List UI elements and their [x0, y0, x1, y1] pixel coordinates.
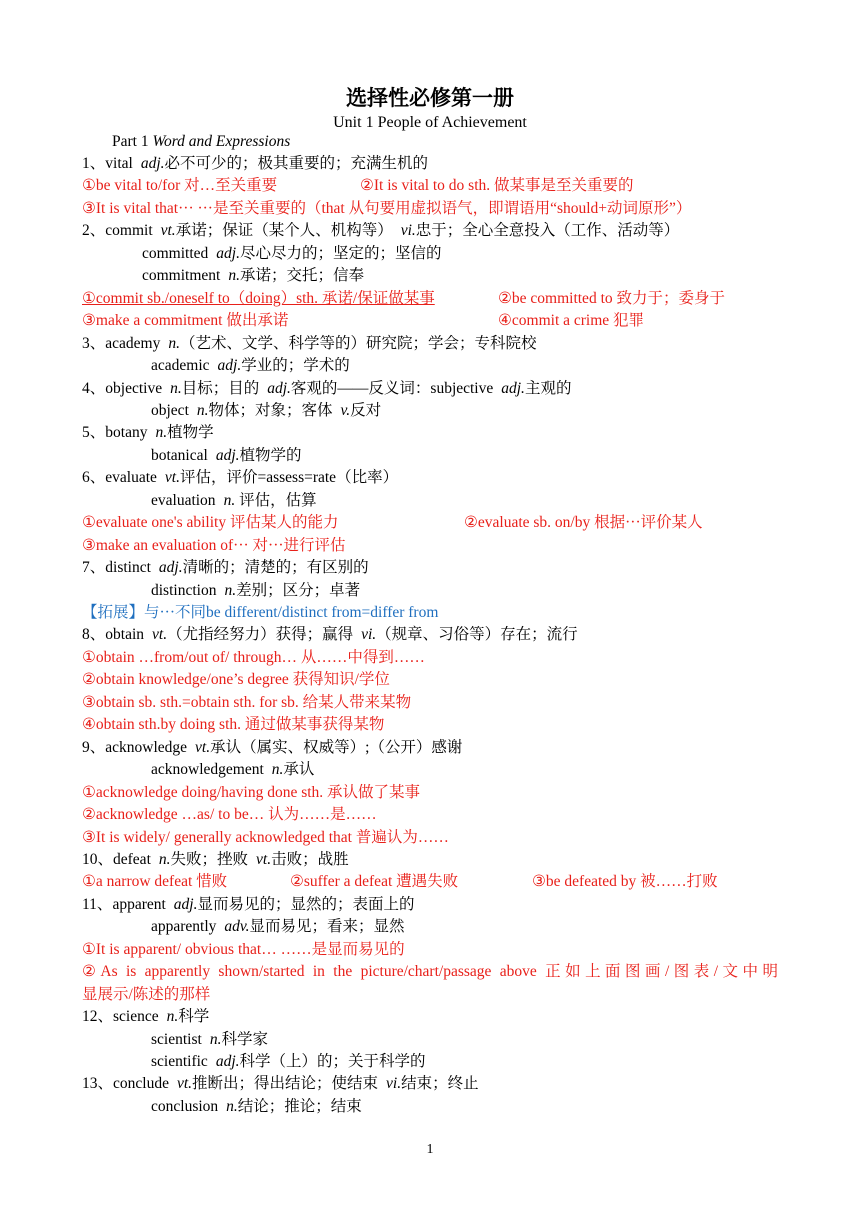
- entry-number: 11、: [82, 895, 113, 913]
- vocab-entry: [82, 1073, 479, 1095]
- phrase-line: [82, 669, 390, 691]
- part-of-speech: v.: [340, 401, 351, 419]
- phrase: ③It is widely/ generally acknowledged that 普遍认为……: [82, 828, 449, 846]
- phrase-line: [82, 782, 420, 804]
- phrase-line: [82, 714, 384, 736]
- entry-word: botanical: [151, 446, 208, 464]
- vocab-entry: [82, 467, 398, 489]
- entry-word: distinction: [151, 581, 217, 599]
- vocab-entry: [82, 557, 369, 579]
- phrase-line: [82, 647, 425, 669]
- definition: 差别；区分；卓著: [236, 581, 361, 599]
- phrase: ③obtain sb. sth.=obtain sth. for sb. 给某人带来某物: [82, 693, 412, 711]
- part-of-speech: vt.: [176, 1075, 193, 1093]
- entry-word: objective: [105, 379, 163, 397]
- entry-word: apparent: [112, 895, 166, 913]
- entry-word: academy: [105, 334, 161, 352]
- phrase-line: [464, 512, 703, 534]
- part-of-speech: adj.: [173, 895, 198, 913]
- definition: 反对: [350, 401, 382, 419]
- part-of-speech: n.: [209, 1030, 222, 1048]
- definition: 结束；终止: [401, 1075, 479, 1093]
- phrase: ②evaluate sb. on/by 根据···评价某人: [464, 514, 703, 532]
- phrase: 【拓展】与···不同be different/distinct from=differ from: [82, 604, 439, 621]
- definition: 推断出；得出结论；使结束: [192, 1075, 379, 1093]
- vocab-entry: [82, 333, 536, 355]
- vocab-entry: [82, 624, 578, 646]
- vocab-derivative: [151, 445, 302, 467]
- phrase-line: [82, 288, 435, 310]
- part-of-speech: n.: [271, 761, 284, 779]
- definition: 学业的；学术的: [241, 357, 350, 375]
- part-of-speech: adj.: [501, 379, 525, 397]
- phrase-line: [498, 310, 644, 332]
- part-of-speech: vi.: [361, 626, 377, 644]
- document-title: 选择性必修第一册: [346, 86, 514, 110]
- vocab-derivative: [142, 243, 442, 265]
- entry-word: committed: [142, 244, 209, 262]
- definition: 承认（属实、权威等）;（公开）感谢: [210, 738, 463, 756]
- definition: 植物学的: [239, 446, 302, 464]
- definition: 结论；推论；结束: [237, 1097, 362, 1115]
- part-of-speech: adj.: [215, 446, 240, 464]
- entry-word: conclusion: [151, 1097, 219, 1115]
- entry-word: scientist: [151, 1030, 202, 1048]
- phrase-line: [82, 871, 227, 893]
- phrase-line: [82, 310, 288, 332]
- part-of-speech: adj.: [217, 357, 242, 375]
- phrase: ③It is vital that··· ···是至关重要的（that 从句要用虚拟语气，即谓语用“should+动词原形”）: [82, 199, 692, 217]
- definition: （艺术、文学、科学等的）研究院；学会；专科院校: [179, 334, 537, 352]
- entry-number: 10、: [82, 850, 114, 868]
- vocab-entry: [82, 153, 428, 175]
- entry-word: object: [151, 401, 189, 419]
- entry-word: commit: [105, 222, 153, 240]
- entry-word: science: [113, 1008, 159, 1026]
- definition: 承诺；交托；信奉: [239, 267, 364, 285]
- extension-note: [82, 602, 438, 624]
- vocab-derivative: [151, 400, 381, 422]
- entry-number: 12、: [82, 1008, 114, 1026]
- phrase: ②It is vital to do sth. 做某事是至关重要的: [360, 177, 634, 195]
- definition: 显而易见；看来；显然: [249, 918, 405, 936]
- vocab-derivative: [151, 1029, 268, 1051]
- vocab-derivative: [151, 580, 360, 602]
- phrase-line: [82, 535, 346, 557]
- phrase: ②obtain knowledge/one’s degree 获得知识/学位: [82, 671, 390, 689]
- part-of-speech: adj.: [158, 559, 183, 577]
- definition: 承认: [283, 761, 315, 779]
- definition: 目标；目的: [181, 379, 260, 397]
- definition: 清晰的；清楚的；有区别的: [182, 559, 369, 577]
- part-of-speech: n.: [158, 850, 171, 868]
- definition: 客观的——反义词：subjective: [290, 379, 494, 397]
- definition: 承诺；保证（某个人、机构等）: [175, 222, 393, 240]
- phrase: ②be committed to 致力于；委身于: [498, 289, 725, 307]
- phrase: ①commit sb./oneself to（doing）sth. 承诺/保证做某事: [82, 289, 435, 307]
- definition: （规章、习俗等）存在；流行: [376, 626, 578, 644]
- phrase-line: [82, 175, 277, 197]
- vocab-entry: [82, 849, 349, 871]
- part-of-speech: vt.: [195, 738, 211, 756]
- entry-number: 7、: [82, 559, 106, 577]
- part-heading: [112, 131, 290, 153]
- entry-number: 6、: [82, 469, 106, 487]
- phrase: ①acknowledge doing/having done sth. 承认做了某事: [82, 783, 421, 801]
- entry-number: 5、: [82, 424, 106, 442]
- part-prefix: Part 1: [112, 133, 153, 150]
- phrase: ③be defeated by 被……打败: [532, 873, 718, 891]
- vocab-derivative: [142, 265, 364, 287]
- vocab-derivative: [151, 490, 317, 512]
- vocab-entry: [82, 1006, 209, 1028]
- phrase-line: [82, 198, 691, 220]
- entry-word: distinct: [105, 559, 151, 577]
- definition: （尤指经努力）获得；赢得: [167, 626, 354, 644]
- definition: 失败；挫败: [170, 850, 249, 868]
- phrase: ①a narrow defeat 惜败: [82, 873, 228, 891]
- entry-word: academic: [151, 357, 210, 375]
- phrase-line: [82, 827, 449, 849]
- phrase: ②suffer a defeat 遭遇失败: [290, 873, 459, 891]
- entry-word: acknowledge: [105, 738, 188, 756]
- definition: 科学家: [221, 1030, 268, 1048]
- vocab-entry: [82, 737, 462, 759]
- phrase-line: [82, 512, 338, 534]
- entry-number: 3、: [82, 334, 106, 352]
- phrase-line: [82, 961, 778, 983]
- part-of-speech: n.: [224, 581, 237, 599]
- phrase: ③make an evaluation of··· 对···进行评估: [82, 536, 346, 554]
- part-of-speech: adj.: [215, 1053, 240, 1070]
- definition: 尽心尽力的；坚定的；坚信的: [239, 244, 442, 262]
- part-of-speech: vt.: [164, 469, 180, 487]
- part-of-speech: n.: [226, 1097, 238, 1115]
- phrase: ①evaluate one's ability 评估某人的能力: [82, 514, 339, 532]
- page-number: 1: [426, 1142, 434, 1157]
- unit-title: Unit 1 People of Achievement: [333, 114, 527, 131]
- entry-word: apparently: [151, 918, 217, 936]
- entry-number: 13、: [82, 1075, 114, 1093]
- definition: 必不可少的；极其重要的；充满生机的: [164, 155, 429, 172]
- phrase-line: [82, 692, 411, 714]
- part-of-speech: n.: [166, 1008, 179, 1026]
- part-of-speech: n.: [170, 379, 182, 397]
- vocab-entry: [82, 894, 415, 916]
- part-of-speech: vt.: [160, 222, 176, 240]
- part-of-speech: n.: [196, 401, 209, 419]
- entry-word: vital: [105, 155, 133, 172]
- part-of-speech: vt.: [152, 626, 168, 644]
- entry-word: evaluate: [105, 469, 157, 487]
- phrase-line: [532, 871, 718, 893]
- entry-number: 9、: [82, 738, 106, 756]
- entry-word: defeat: [113, 850, 151, 868]
- definition: 评估，估算: [235, 491, 317, 509]
- part-of-speech: adj.: [216, 244, 240, 262]
- part-of-speech: vi.: [386, 1075, 402, 1093]
- entry-word: botany: [105, 424, 148, 442]
- phrase: ④obtain sth.by doing sth. 通过做某事获得某物: [82, 716, 385, 734]
- part-of-speech: n.: [223, 491, 236, 509]
- definition: 科学: [178, 1008, 210, 1026]
- definition: 主观的: [524, 379, 572, 397]
- definition: 评估，评价=assess=rate（比率）: [179, 469, 399, 487]
- phrase-line: [82, 984, 210, 1006]
- part-of-speech: vt.: [256, 850, 272, 868]
- phrase: ②As is apparently shown/started in the picture/chart/passage above 正如上面图画/图表/文中明: [82, 963, 778, 981]
- phrase-line: [290, 871, 458, 893]
- entry-word: obtain: [105, 626, 145, 644]
- part-of-speech: adj.: [140, 155, 165, 172]
- definition: 物体；对象；客体: [208, 401, 333, 419]
- entry-word: evaluation: [151, 491, 216, 509]
- part-of-speech: n.: [228, 267, 240, 285]
- entry-word: scientific: [151, 1053, 208, 1070]
- entry-number: 4、: [82, 379, 106, 397]
- definition: 击败；战胜: [271, 850, 349, 868]
- part-of-speech: adv.: [224, 918, 250, 936]
- entry-number: 2、: [82, 222, 106, 240]
- part-of-speech: n.: [168, 334, 180, 352]
- definition: 植物学: [167, 424, 214, 442]
- part-name: Word and Expressions: [152, 133, 291, 150]
- phrase-line: [82, 804, 377, 826]
- part-of-speech: vi.: [400, 222, 416, 240]
- entry-number: 1、: [82, 155, 106, 172]
- vocab-derivative: [151, 1051, 426, 1073]
- vocab-entry: [82, 378, 571, 400]
- definition: 科学（上）的；关于科学的: [239, 1053, 426, 1070]
- vocab-derivative: [151, 1096, 362, 1118]
- vocab-derivative: [151, 916, 405, 938]
- phrase-line: [498, 288, 725, 310]
- vocab-derivative: [151, 355, 350, 377]
- entry-word: conclude: [113, 1075, 169, 1093]
- phrase-line: [82, 939, 405, 961]
- phrase: ①be vital to/for 对…至关重要: [82, 177, 278, 195]
- part-of-speech: adj.: [267, 379, 291, 397]
- phrase: ①obtain …from/out of/ through… 从……中得到……: [82, 648, 425, 666]
- phrase: 显展示/陈述的那样: [82, 985, 211, 1003]
- phrase: ①It is apparent/ obvious that… ……是显而易见的: [82, 940, 405, 958]
- phrase: ④commit a crime 犯罪: [498, 312, 645, 330]
- phrase-line: [360, 175, 634, 197]
- entry-word: commitment: [142, 267, 221, 285]
- entry-number: 8、: [82, 626, 106, 644]
- vocab-derivative: [151, 759, 314, 781]
- phrase: ③make a commitment 做出承诺: [82, 312, 289, 330]
- entry-word: acknowledgement: [151, 761, 264, 779]
- phrase: ②acknowledge …as/ to be… 认为……是……: [82, 806, 377, 824]
- definition: 显而易见的；显然的；表面上的: [197, 895, 415, 913]
- vocab-entry: [82, 220, 679, 242]
- vocab-entry: [82, 422, 214, 444]
- definition: 忠于；全心全意投入（工作、活动等）: [415, 222, 680, 240]
- part-of-speech: n.: [155, 424, 168, 442]
